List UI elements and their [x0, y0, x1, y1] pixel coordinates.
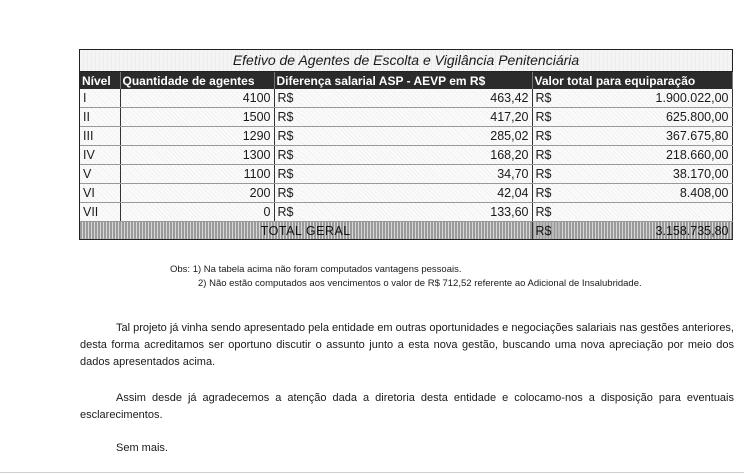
currency-cell: R$	[532, 108, 560, 127]
nivel-cell: V	[80, 165, 120, 184]
currency-cell: R$	[274, 108, 302, 127]
diferenca-cell: 34,70	[302, 165, 532, 184]
currency-cell: R$	[532, 89, 560, 108]
nivel-cell: IV	[80, 146, 120, 165]
table-row	[80, 184, 732, 203]
data-table	[80, 72, 733, 239]
nivel-cell: VI	[80, 184, 120, 203]
table-row	[80, 89, 732, 108]
note-1: Obs: 1) Na tabela acima não foram computados vantagens pessoais.	[170, 264, 462, 275]
header-row	[80, 72, 732, 89]
total-cell: 38.170,00	[560, 165, 732, 184]
header-quantidade: Quantidade de agentes	[120, 72, 274, 89]
total-cell: 367.675,80	[560, 127, 732, 146]
total-cell: 1.900.022,00	[560, 89, 732, 108]
quantidade-cell: 0	[120, 203, 274, 222]
quantidade-cell: 1100	[120, 165, 274, 184]
total-value: 3.158.735,80	[560, 222, 732, 240]
page-edge-line	[0, 472, 744, 473]
table-row	[80, 165, 732, 184]
diferenca-cell: 133,60	[302, 203, 532, 222]
header-valor-total: Valor total para equiparação	[532, 72, 732, 89]
paragraph-thanks-text: Assim desde já agradecemos a atenção dada a diretoria desta entidade e colocamo-nos a disposição para eventuais esclarecimentos.	[80, 392, 734, 421]
paragraph-thanks	[80, 390, 734, 424]
currency-cell: R$	[532, 146, 560, 165]
currency-cell: R$	[532, 184, 560, 203]
total-cell	[560, 203, 732, 222]
total-label: TOTAL GERAL	[80, 222, 532, 240]
quantidade-cell: 200	[120, 184, 274, 203]
header-diferenca: Diferença salarial ASP - AEVP em R$	[274, 72, 532, 89]
note-2: 2) Não estão computados aos vencimentos o valor de R$ 712,52 referente ao Adicional de Insalubridade.	[198, 278, 642, 289]
currency-cell: R$	[532, 203, 560, 222]
quantidade-cell: 1300	[120, 146, 274, 165]
total-row	[80, 222, 732, 240]
paragraph-closing-text: Sem mais.	[116, 442, 168, 454]
quantidade-cell: 1290	[120, 127, 274, 146]
currency-cell: R$	[532, 127, 560, 146]
diferenca-cell: 42,04	[302, 184, 532, 203]
currency-cell: R$	[532, 222, 560, 240]
currency-cell: R$	[274, 127, 302, 146]
currency-cell: R$	[532, 165, 560, 184]
total-cell: 8.408,00	[560, 184, 732, 203]
nivel-cell: II	[80, 108, 120, 127]
total-cell: 218.660,00	[560, 146, 732, 165]
table-row	[80, 203, 732, 222]
currency-cell: R$	[274, 184, 302, 203]
currency-cell: R$	[274, 165, 302, 184]
nivel-cell: VII	[80, 203, 120, 222]
currency-cell: R$	[274, 203, 302, 222]
currency-cell: R$	[274, 89, 302, 108]
diferenca-cell: 463,42	[302, 89, 532, 108]
quantidade-cell: 1500	[120, 108, 274, 127]
table-row	[80, 108, 732, 127]
paragraph-project-text: Tal projeto já vinha sendo apresentado pela entidade em outras oportunidades e negociações salariais nas gestões anteriores, desta forma acreditamos ser oportuno discutir o assunto junto a esta nova gestão, buscando uma nova apreciação por meio dos dados apresentados acima.	[80, 322, 734, 368]
table-title: Efetivo de Agentes de Escolta e Vigilância Penitenciária	[80, 50, 732, 72]
staff-table	[79, 49, 733, 240]
quantidade-cell: 4100	[120, 89, 274, 108]
total-cell: 625.800,00	[560, 108, 732, 127]
table-row	[80, 146, 732, 165]
table-row	[80, 127, 732, 146]
header-nivel: Nível	[80, 72, 120, 89]
diferenca-cell: 168,20	[302, 146, 532, 165]
notes	[170, 263, 642, 291]
paragraph-project	[80, 320, 734, 371]
diferenca-cell: 285,02	[302, 127, 532, 146]
paragraph-closing	[80, 440, 734, 457]
currency-cell: R$	[274, 146, 302, 165]
nivel-cell: I	[80, 89, 120, 108]
diferenca-cell: 417,20	[302, 108, 532, 127]
nivel-cell: III	[80, 127, 120, 146]
